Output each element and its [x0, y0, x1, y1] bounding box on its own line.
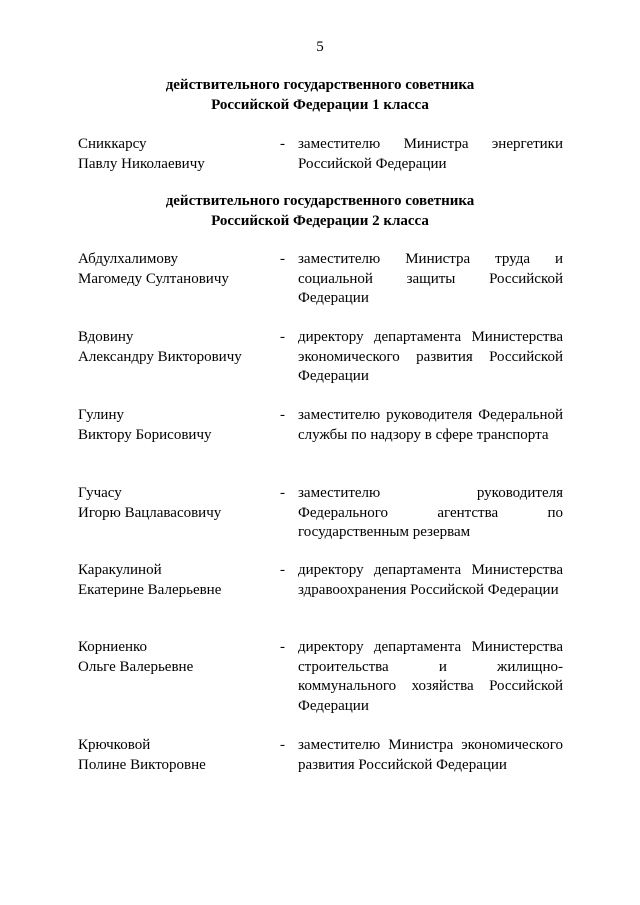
recipient-given-names: Полине Викторовне [78, 756, 206, 773]
recipient-name [78, 135, 268, 174]
recipient-surname: Вдовину [78, 329, 134, 345]
recipient-surname: Абдулхалимову [78, 251, 178, 267]
separator-dash: - [280, 737, 285, 753]
separator-dash: - [280, 136, 285, 152]
recipient-position: заместителю руководителя Федеральной службы по надзору в сфере транспорта [298, 407, 563, 443]
separator-dash: - [280, 639, 285, 655]
recipient-position: заместителю Министра труда и социальной защиты Российской Федерации [298, 251, 563, 306]
recipient-position: заместителю руководителя Федерального агентства по государственным резервам [298, 485, 563, 540]
recipient-given-names: Екатерине Валерьевне [78, 581, 222, 598]
recipient-position: директору департамента Министерства экономического развития Российской Федерации [298, 329, 563, 384]
recipient-given-names: Виктору Борисовичу [78, 426, 212, 443]
section-heading-2 [0, 192, 640, 231]
separator-dash: - [280, 329, 285, 345]
section-heading-line: Российской Федерации 2 класса [211, 212, 429, 229]
recipient-name [78, 406, 268, 445]
recipient-name [78, 638, 268, 677]
recipient-position: заместителю Министра энергетики Российской Федерации [298, 136, 563, 172]
recipient-given-names: Магомеду Султановичу [78, 270, 229, 287]
recipient-surname: Гулину [78, 407, 124, 423]
recipient-surname: Крючковой [78, 737, 151, 753]
recipient-name [78, 250, 268, 289]
separator-dash: - [280, 251, 285, 267]
recipient-surname: Сниккарсу [78, 136, 147, 152]
recipient-surname: Корниенко [78, 639, 148, 655]
page-number: 5 [316, 39, 324, 55]
recipient-surname: Каракулиной [78, 562, 162, 578]
section-heading-line: Российской Федерации 1 класса [211, 96, 429, 113]
recipient-surname: Гучасу [78, 485, 122, 501]
section-heading-1 [0, 76, 640, 115]
recipient-position: заместителю Министра экономического развития Российской Федерации [298, 737, 563, 773]
recipient-given-names: Ольге Валерьевне [78, 658, 194, 675]
separator-dash: - [280, 562, 285, 578]
recipient-given-names: Павлу Николаевичу [78, 155, 205, 172]
recipient-name [78, 736, 268, 775]
separator-dash: - [280, 407, 285, 423]
recipient-given-names: Александру Викторовичу [78, 348, 242, 365]
recipient-position: директору департамента Министерства строительства и жилищно-коммунального хозяйства Российской Федерации [298, 639, 563, 714]
recipient-position: директору департамента Министерства здравоохранения Российской Федерации [298, 562, 563, 598]
recipient-given-names: Игорю Вацлавасовичу [78, 504, 222, 521]
recipient-name [78, 328, 268, 367]
recipient-name [78, 561, 268, 600]
section-heading-line: действительного государственного советника [165, 193, 475, 209]
recipient-name [78, 484, 268, 523]
separator-dash: - [280, 485, 285, 501]
section-heading-line: действительного государственного советника [165, 77, 475, 93]
